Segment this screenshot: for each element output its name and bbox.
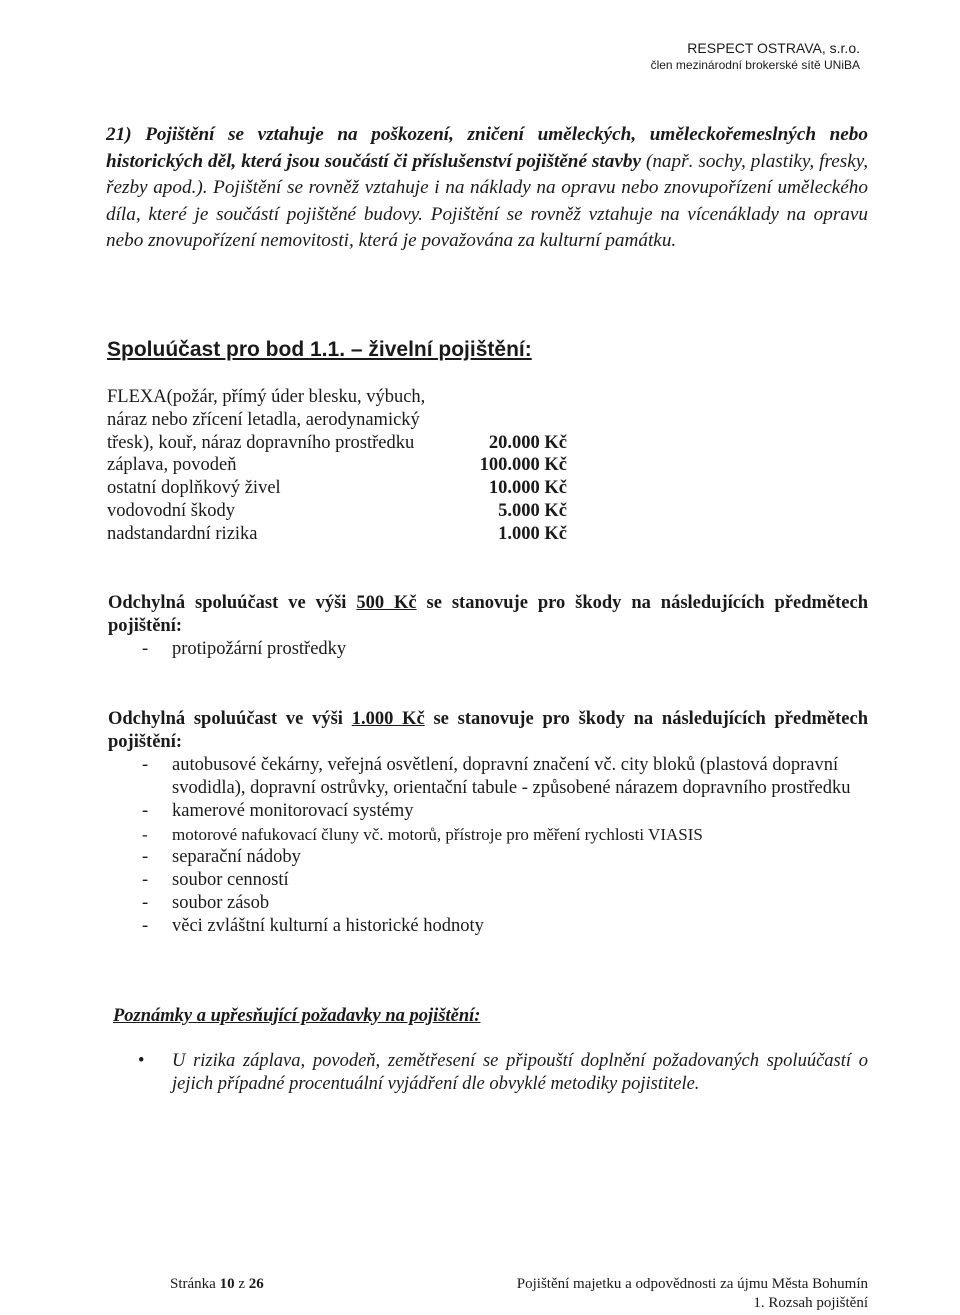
bullet-marker: • — [138, 1051, 145, 1071]
table-row — [107, 386, 567, 454]
list-item: - autobusové čekárny, veřejná osvětlení, dopravní značení vč. city bloků (plastová dopravní svodidla), dopravní ostrůvky, orientační tabule - způsobené nárazem dopravního prostředku — [142, 755, 851, 798]
notes-heading: Poznámky a upřesňující požadavky na pojištění: — [113, 1006, 481, 1026]
dash-marker: - — [142, 755, 149, 775]
peril-label: ostatní doplňkový živel — [107, 478, 281, 499]
list-item: - věci zvláštní kulturní a historické hodnoty — [142, 916, 484, 936]
deductible-amount-500: 500 Kč — [356, 593, 417, 613]
deviating-deductible-1000 — [108, 708, 868, 938]
company-name: RESPECT OSTRAVA, s.r.o. — [687, 40, 860, 56]
table-row — [107, 454, 567, 477]
dash-marker: - — [142, 870, 149, 890]
document-footer — [517, 1275, 868, 1313]
list-item: - protipožární prostředky — [142, 639, 347, 659]
peril-cell — [107, 523, 457, 546]
table-row — [107, 523, 567, 546]
deviating-deductible-500-heading: Odchylná spoluúčast ve výši 500 Kč se stanovuje pro škody na následujících předmětech pojištění: — [108, 593, 869, 636]
deductible-table — [107, 386, 567, 546]
table-row — [107, 477, 567, 500]
deviating-deductible-500-list — [108, 638, 868, 661]
deductible-heading: Spoluúčast pro bod 1.1. – živelní pojištění: — [107, 338, 532, 361]
notes-item-text: U rizika záplava, povodeň, zemětřesení se připouští doplnění požadovaných spoluúčastí o jejich případné procentuální vyjádření dle obvyklé metodiky pojistitele. — [172, 1051, 868, 1094]
table-row — [107, 500, 567, 523]
page-header — [651, 40, 860, 73]
peril-label: náraz nebo zřícení letadla, aerodynamický — [107, 409, 420, 430]
peril-label: záplava, povodeň — [107, 455, 237, 476]
dash-marker: - — [142, 847, 149, 867]
list-item: - separační nádoby — [142, 847, 301, 867]
dash-marker: - — [142, 825, 148, 844]
list-item: - soubor cenností — [142, 870, 289, 890]
peril-label: nadstandardní rizika — [107, 523, 258, 544]
dash-marker: - — [142, 801, 149, 821]
peril-cell — [107, 500, 457, 523]
peril-cell — [107, 477, 457, 500]
peril-cell — [107, 386, 457, 454]
peril-label: třesk), kouř, náraz dopravního prostředku — [107, 432, 415, 453]
section-21-paragraph — [106, 122, 868, 255]
deductible-amount-1000: 1.000 Kč — [351, 709, 425, 729]
document-title: Pojištění majetku a odpovědnosti za újmu Města Bohumín — [516, 1276, 868, 1292]
dash-marker: - — [142, 639, 149, 659]
peril-label: FLEXA(požár, přímý úder blesku, výbuch, — [107, 387, 426, 407]
deductible-amount: 1.000 Kč — [498, 523, 567, 544]
list-item: - soubor zásob — [142, 893, 270, 913]
deductible-amount: 10.000 Kč — [488, 478, 567, 499]
dash-marker: - — [142, 916, 149, 936]
list-item: - motorové nafukovací čluny vč. motorů, přístroje pro měření rychlosti VIASIS — [142, 825, 703, 844]
peril-label: vodovodní škody — [107, 500, 235, 521]
network-membership: člen mezinárodní brokerské sítě UNiBA — [650, 58, 860, 72]
dash-marker: - — [142, 893, 149, 913]
section-21-bold-text: Pojištění se vztahuje na poškození, zničení uměleckých, uměleckořemeslných nebo historických děl, která jsou součástí či příslušenství pojištěné stavby — [106, 124, 868, 172]
section-21-number: 21) — [106, 124, 132, 145]
deductible-amount: 5.000 Kč — [498, 500, 567, 521]
list-item: - kamerové monitorovací systémy — [142, 801, 414, 821]
notes-item — [138, 1050, 868, 1096]
peril-cell — [107, 454, 457, 477]
deviating-deductible-1000-list — [108, 754, 868, 938]
deductible-amount: 100.000 Kč — [479, 455, 567, 476]
deviating-deductible-1000-heading: Odchylná spoluúčast ve výši 1.000 Kč se stanovuje pro škody na následujících předmětech pojištění: — [108, 709, 869, 752]
deviating-deductible-500 — [108, 592, 868, 661]
document-section: 1. Rozsah pojištění — [753, 1295, 868, 1311]
section-21-text: (např. sochy, plastiky, fresky, řezby apod.). Pojištění se rovněž vztahuje i na náklady na opravu nebo znovupořízení uměleckého díla, které je součástí pojištěné budovy. Pojištění se rovněž vztahuje na vícenáklady na opravu nebo znovupořízení nemovitosti, která je považována za kulturní památku. — [106, 150, 868, 251]
deductible-amount: 20.000 Kč — [488, 432, 567, 453]
page-number: Stránka 10 z 26 — [170, 1276, 264, 1292]
